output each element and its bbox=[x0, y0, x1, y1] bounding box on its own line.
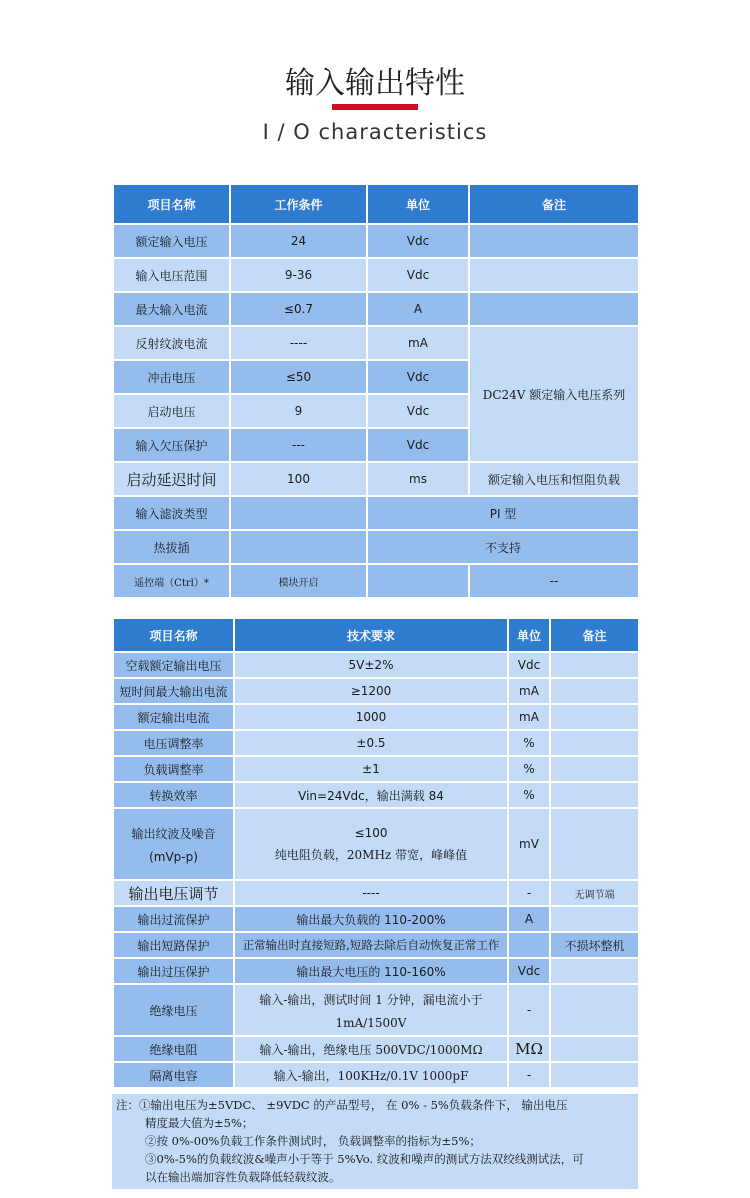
param-name: 额定输入电压 bbox=[113, 224, 230, 258]
table-row bbox=[113, 932, 639, 958]
param-remark bbox=[550, 730, 639, 756]
param-condition: ≤0.7 bbox=[230, 292, 367, 326]
merged-remark: DC24V 额定输入电压系列 bbox=[469, 326, 639, 462]
param-condition: 模块开启 bbox=[230, 564, 367, 598]
param-requirement bbox=[234, 984, 508, 1036]
param-requirement-line2: 纯电阻负载，20MHz 带宽，峰峰值 bbox=[274, 847, 468, 862]
param-condition: --- bbox=[230, 428, 367, 462]
table-row bbox=[113, 326, 639, 360]
note-line: 以在输出端加容性负载降低轻载纹波。 bbox=[145, 1170, 341, 1184]
param-remark bbox=[550, 652, 639, 678]
param-name: 遥控端（Ctrl）* bbox=[113, 564, 230, 598]
param-remark: 额定输入电压和恒阻负载 bbox=[469, 462, 639, 496]
table-header-row bbox=[113, 184, 639, 224]
param-requirement-line2: 1mA/1500V bbox=[335, 1015, 407, 1030]
param-name-line1: 输出纹波及噪音 bbox=[131, 826, 216, 841]
param-requirement bbox=[234, 808, 508, 880]
param-name: 输出短路保护 bbox=[113, 932, 234, 958]
table-row bbox=[113, 730, 639, 756]
param-name: 绝缘电压 bbox=[113, 984, 234, 1036]
param-name: 热拔插 bbox=[113, 530, 230, 564]
param-unit bbox=[508, 932, 550, 958]
param-remark bbox=[550, 782, 639, 808]
param-remark: 无调节端 bbox=[550, 880, 639, 906]
header-cell: 单位 bbox=[508, 618, 550, 652]
header-cell: 项目名称 bbox=[113, 618, 234, 652]
table-row bbox=[113, 880, 639, 906]
param-unit: Vdc bbox=[367, 428, 469, 462]
param-requirement: 输出最大负载的 110-200% bbox=[234, 906, 508, 932]
param-unit: mV bbox=[508, 808, 550, 880]
table-row bbox=[113, 530, 639, 564]
param-requirement-line1: ≤100 bbox=[354, 825, 388, 840]
param-unit: Vdc bbox=[367, 360, 469, 394]
param-unit: mA bbox=[508, 678, 550, 704]
param-unit: Vdc bbox=[367, 258, 469, 292]
param-unit: % bbox=[508, 730, 550, 756]
param-remark bbox=[469, 258, 639, 292]
param-name: 额定输出电流 bbox=[113, 704, 234, 730]
table-row bbox=[113, 292, 639, 326]
param-remark bbox=[550, 704, 639, 730]
param-requirement: ±1 bbox=[234, 756, 508, 782]
param-name: 电压调整率 bbox=[113, 730, 234, 756]
param-remark: -- bbox=[469, 564, 639, 598]
param-requirement: ≥1200 bbox=[234, 678, 508, 704]
param-name: 输入欠压保护 bbox=[113, 428, 230, 462]
table-row bbox=[113, 258, 639, 292]
table-row bbox=[113, 1062, 639, 1088]
param-remark bbox=[550, 958, 639, 984]
param-unit: % bbox=[508, 756, 550, 782]
param-remark: 不损坏整机 bbox=[550, 932, 639, 958]
param-requirement: 正常输出时直接短路,短路去除后自动恢复正常工作 bbox=[234, 932, 508, 958]
param-condition: 9 bbox=[230, 394, 367, 428]
param-remark bbox=[469, 224, 639, 258]
param-requirement: 5V±2% bbox=[234, 652, 508, 678]
param-name: 输出过压保护 bbox=[113, 958, 234, 984]
param-unit: % bbox=[508, 782, 550, 808]
input-spec-table bbox=[112, 183, 640, 599]
param-condition: 9-36 bbox=[230, 258, 367, 292]
param-unit: MΩ bbox=[508, 1036, 550, 1062]
table-row bbox=[113, 958, 639, 984]
param-unit: mA bbox=[508, 704, 550, 730]
table-row bbox=[113, 808, 639, 880]
param-condition: 100 bbox=[230, 462, 367, 496]
param-unit: Vdc bbox=[367, 224, 469, 258]
table-row bbox=[113, 462, 639, 496]
param-requirement: 1000 bbox=[234, 704, 508, 730]
param-name: 转换效率 bbox=[113, 782, 234, 808]
table-row bbox=[113, 756, 639, 782]
table-row bbox=[113, 782, 639, 808]
param-requirement: Vin=24Vdc，输出满载 84 bbox=[234, 782, 508, 808]
param-unit: Vdc bbox=[508, 652, 550, 678]
param-unit bbox=[367, 564, 469, 598]
param-name: 输出过流保护 bbox=[113, 906, 234, 932]
table-row bbox=[113, 906, 639, 932]
param-unit: Vdc bbox=[508, 958, 550, 984]
header-cell: 工作条件 bbox=[230, 184, 367, 224]
param-remark bbox=[550, 1036, 639, 1062]
header-cell: 备注 bbox=[550, 618, 639, 652]
table-row bbox=[113, 984, 639, 1036]
output-spec-table bbox=[112, 617, 640, 1089]
param-remark bbox=[550, 756, 639, 782]
param-name: 启动延迟时间 bbox=[113, 462, 230, 496]
param-requirement-line1: 输入-输出，测试时间 1 分钟，漏电流小于 bbox=[259, 992, 483, 1007]
table-row bbox=[113, 704, 639, 730]
param-condition: 24 bbox=[230, 224, 367, 258]
param-remark bbox=[550, 678, 639, 704]
param-requirement: 输入-输出，100KHz/0.1V 1000pF bbox=[234, 1062, 508, 1088]
param-unit: mA bbox=[367, 326, 469, 360]
note-line: ②按 0%-00%负载工作条件测试时， 负载调整率的指标为±5%； bbox=[145, 1134, 481, 1148]
param-condition: ---- bbox=[230, 326, 367, 360]
page-title: 输入输出特性 bbox=[285, 66, 465, 101]
param-name: 启动电压 bbox=[113, 394, 230, 428]
param-name: 短时间最大输出电流 bbox=[113, 678, 234, 704]
notes-block bbox=[112, 1094, 638, 1189]
header-cell: 技术要求 bbox=[234, 618, 508, 652]
param-name: 输入电压范围 bbox=[113, 258, 230, 292]
param-requirement: 输出最大电压的 110-160% bbox=[234, 958, 508, 984]
param-name: 冲击电压 bbox=[113, 360, 230, 394]
param-unit: - bbox=[508, 984, 550, 1036]
header-cell: 备注 bbox=[469, 184, 639, 224]
param-name: 空载额定输出电压 bbox=[113, 652, 234, 678]
param-name: 最大输入电流 bbox=[113, 292, 230, 326]
table-row bbox=[113, 564, 639, 598]
page-subtitle: I / O characteristics bbox=[262, 120, 488, 144]
param-remark bbox=[469, 292, 639, 326]
param-remark bbox=[550, 808, 639, 880]
param-name: 输入滤波类型 bbox=[113, 496, 230, 530]
param-requirement: ---- bbox=[234, 880, 508, 906]
param-requirement: 输入-输出，绝缘电压 500VDC/1000MΩ bbox=[234, 1036, 508, 1062]
merged-value: PI 型 bbox=[367, 496, 639, 530]
table-row bbox=[113, 652, 639, 678]
param-condition bbox=[230, 496, 367, 530]
param-name bbox=[113, 808, 234, 880]
param-remark bbox=[550, 906, 639, 932]
note-line: 精度最大值为±5%； bbox=[145, 1116, 254, 1130]
param-name: 输出电压调节 bbox=[113, 880, 234, 906]
merged-value: 不支持 bbox=[367, 530, 639, 564]
title-underline bbox=[332, 104, 418, 110]
table-header-row bbox=[113, 618, 639, 652]
param-name: 隔离电容 bbox=[113, 1062, 234, 1088]
param-name-line2: (mVp-p) bbox=[149, 849, 198, 864]
param-requirement: ±0.5 bbox=[234, 730, 508, 756]
table-row bbox=[113, 496, 639, 530]
param-name: 反射纹波电流 bbox=[113, 326, 230, 360]
param-name: 绝缘电阻 bbox=[113, 1036, 234, 1062]
param-unit: A bbox=[508, 906, 550, 932]
header-cell: 项目名称 bbox=[113, 184, 230, 224]
param-unit: A bbox=[367, 292, 469, 326]
param-condition bbox=[230, 530, 367, 564]
param-unit: - bbox=[508, 1062, 550, 1088]
table-row bbox=[113, 224, 639, 258]
header-cell: 单位 bbox=[367, 184, 469, 224]
param-unit: - bbox=[508, 880, 550, 906]
param-condition: ≤50 bbox=[230, 360, 367, 394]
param-unit: Vdc bbox=[367, 394, 469, 428]
note-line: 注：①输出电压为±5VDC、 ±9VDC 的产品型号， 在 0% - 5%负载条件下， 输出电压 bbox=[116, 1098, 568, 1112]
table-row bbox=[113, 678, 639, 704]
table-row bbox=[113, 1036, 639, 1062]
param-unit: ms bbox=[367, 462, 469, 496]
param-remark bbox=[550, 984, 639, 1036]
param-remark bbox=[550, 1062, 639, 1088]
note-line: ③0%-5%的负载纹波&噪声小于等于 5%Vo. 纹波和噪声的测试方法双绞线测试法，可 bbox=[145, 1152, 584, 1166]
param-name: 负载调整率 bbox=[113, 756, 234, 782]
